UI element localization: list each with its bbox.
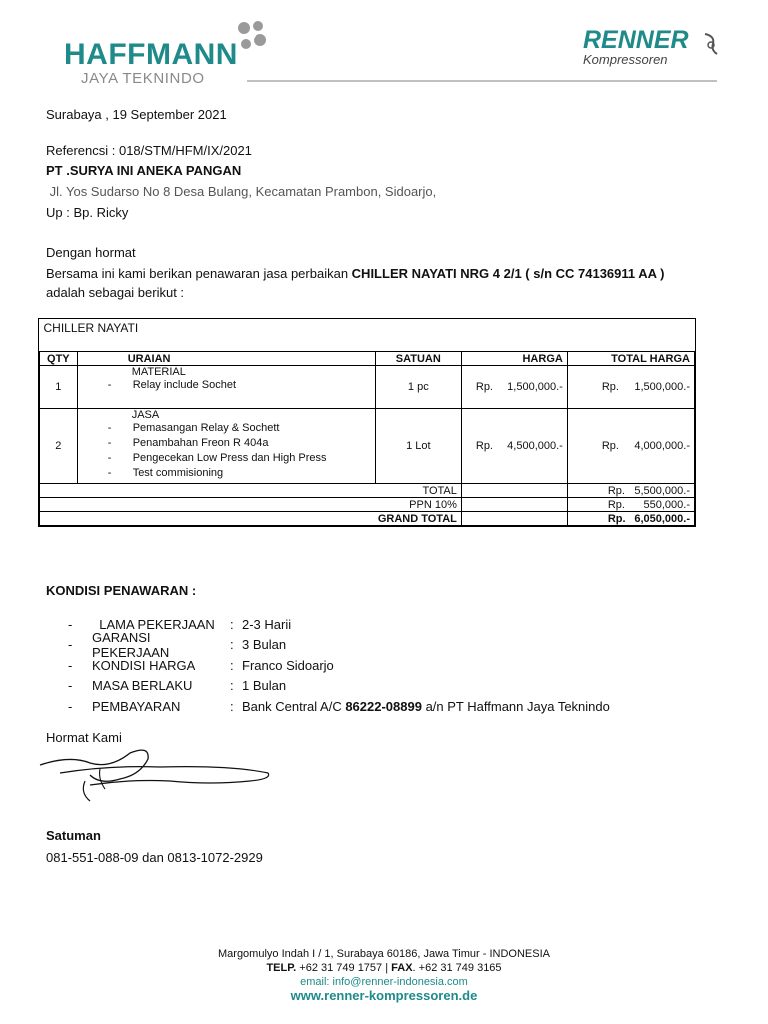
row-total: Rp. 1,500,000.- xyxy=(567,366,694,409)
summary-ppn-value: Rp. 550,000.- xyxy=(567,498,694,512)
table-title: CHILLER NAYATI xyxy=(40,319,695,352)
quotation-table xyxy=(38,318,696,527)
condition-value: 1 Bulan xyxy=(242,678,287,694)
summary-total-empty xyxy=(461,484,567,498)
row-qty: 2 xyxy=(40,409,78,484)
renner-logo-name: RENNER xyxy=(583,26,689,54)
summary-total-label: TOTAL xyxy=(40,484,462,498)
recipient-company: PT .SURYA INI ANEKA PANGAN xyxy=(46,163,242,178)
summary-grand-row xyxy=(40,512,695,526)
summary-ppn-row xyxy=(40,498,695,512)
haffmann-logo-name: HAFFMANN xyxy=(64,38,238,71)
renner-logo-subtitle: Kompressoren xyxy=(583,52,668,67)
header-qty: QTY xyxy=(40,352,78,366)
recipient-address: Jl. Yos Sudarso No 8 Desa Bulang, Kecamatan Prambon, Sidoarjo, xyxy=(46,184,437,199)
footer-email[interactable]: email: info@renner-indonesia.com xyxy=(300,976,468,988)
signer-phones: 081-551-088-09 dan 0813-1072-2929 xyxy=(46,850,263,865)
intro-line-2: adalah sebagai berikut : xyxy=(46,285,185,300)
conditions-title: KONDISI PENAWARAN : xyxy=(46,583,197,598)
summary-grand-value: Rp. 6,050,000.- xyxy=(567,512,694,526)
summary-grand-empty xyxy=(461,512,567,526)
condition-value: 3 Bulan xyxy=(242,637,287,653)
condition-value: Franco Sidoarjo xyxy=(242,657,334,673)
renner-logo xyxy=(583,26,723,71)
condition-item: - PEMBAYARAN : Bank Central A/C 86222-08899 a/n PT Haffmann Jaya Teknindo xyxy=(68,698,610,714)
footer-address: Margomulyo Indah I / 1, Surabaya 60186, Jawa Timur - INDONESIA xyxy=(218,948,550,960)
row-description xyxy=(77,409,375,484)
condition-key: MASA BERLAKU xyxy=(92,678,193,694)
table-row xyxy=(40,409,695,484)
condition-item: - MASA BERLAKU : 1 Bulan xyxy=(68,678,287,694)
condition-item: - GARANSI PEKERJAAN : 3 Bulan xyxy=(68,629,287,660)
letter-reference: Referencsi : 018/STM/HFM/IX/2021 xyxy=(46,143,252,158)
intro-text: Bersama ini kami berikan penawaran jasa perbaikan xyxy=(46,266,352,281)
summary-ppn-label: PPN 10% xyxy=(40,498,462,512)
summary-total-row xyxy=(40,484,695,498)
row-harga: Rp. 1,500,000.- xyxy=(461,366,567,409)
summary-ppn-empty xyxy=(461,498,567,512)
condition-key: KONDISI HARGA xyxy=(92,657,196,673)
row-category: JASA xyxy=(131,409,160,421)
row-item: - Pengecekan Low Press dan High Press xyxy=(82,451,371,466)
signer-name: Satuman xyxy=(46,828,101,843)
letter-intro xyxy=(46,266,665,281)
row-total: Rp. 4,000,000.- xyxy=(567,409,694,484)
intro-product: CHILLER NAYATI NRG 4 2/1 ( s/n CC 74136911 AA ) xyxy=(351,266,665,281)
renner-gear-icon xyxy=(701,32,721,58)
recipient-attention: Up : Bp. Ricky xyxy=(46,205,129,220)
letter-greeting: Dengan hormat xyxy=(46,245,136,260)
row-item: - Relay include Sochet xyxy=(82,378,371,393)
header-satuan: SATUAN xyxy=(375,352,461,366)
row-satuan: 1 pc xyxy=(375,366,461,409)
condition-value: Bank Central A/C 86222-08899 a/n PT Haffmann Jaya Teknindo xyxy=(242,698,610,714)
condition-item: - LAMA PEKERJAAN : 2-3 Harii xyxy=(68,616,292,632)
footer-website-link[interactable]: www.renner-kompressoren.de xyxy=(290,988,478,1003)
condition-key: GARANSI PEKERJAAN xyxy=(92,629,170,660)
table-row xyxy=(40,366,695,409)
gear-icon xyxy=(234,18,270,54)
header-uraian: URAIAN xyxy=(77,352,375,366)
footer-contact: TELP. +62 31 749 1757 | FAX. +62 31 749 3165 xyxy=(266,962,502,974)
condition-value: 2-3 Harii xyxy=(242,616,292,632)
header-total: TOTAL HARGA xyxy=(567,352,694,366)
signature-image xyxy=(30,745,280,810)
row-category: MATERIAL xyxy=(131,366,186,378)
condition-item: - KONDISI HARGA : Franco Sidoarjo xyxy=(68,657,334,673)
row-description xyxy=(77,366,375,409)
closing-regards: Hormat Kami xyxy=(46,730,122,745)
summary-total-value: Rp. 5,500,000.- xyxy=(567,484,694,498)
condition-key: PEMBAYARAN xyxy=(92,698,181,714)
condition-key: LAMA PEKERJAAN xyxy=(92,616,215,632)
header-harga: HARGA xyxy=(461,352,567,366)
summary-grand-label: GRAND TOTAL xyxy=(40,512,462,526)
conditions-list xyxy=(68,614,610,717)
row-item: - Pemasangan Relay & Sochett xyxy=(82,421,371,436)
row-harga: Rp. 4,500,000.- xyxy=(461,409,567,484)
row-satuan: 1 Lot xyxy=(375,409,461,484)
row-item: - Test commisioning xyxy=(82,466,371,481)
header-divider xyxy=(247,80,717,82)
row-item: - Penambahan Freon R 404a xyxy=(82,436,371,451)
row-qty: 1 xyxy=(40,366,78,409)
footer xyxy=(0,947,768,1003)
letter-date: Surabaya , 19 September 2021 xyxy=(46,107,227,122)
haffmann-logo-subtitle: JAYA TEKNINDO xyxy=(81,70,205,87)
haffmann-logo xyxy=(64,18,274,88)
